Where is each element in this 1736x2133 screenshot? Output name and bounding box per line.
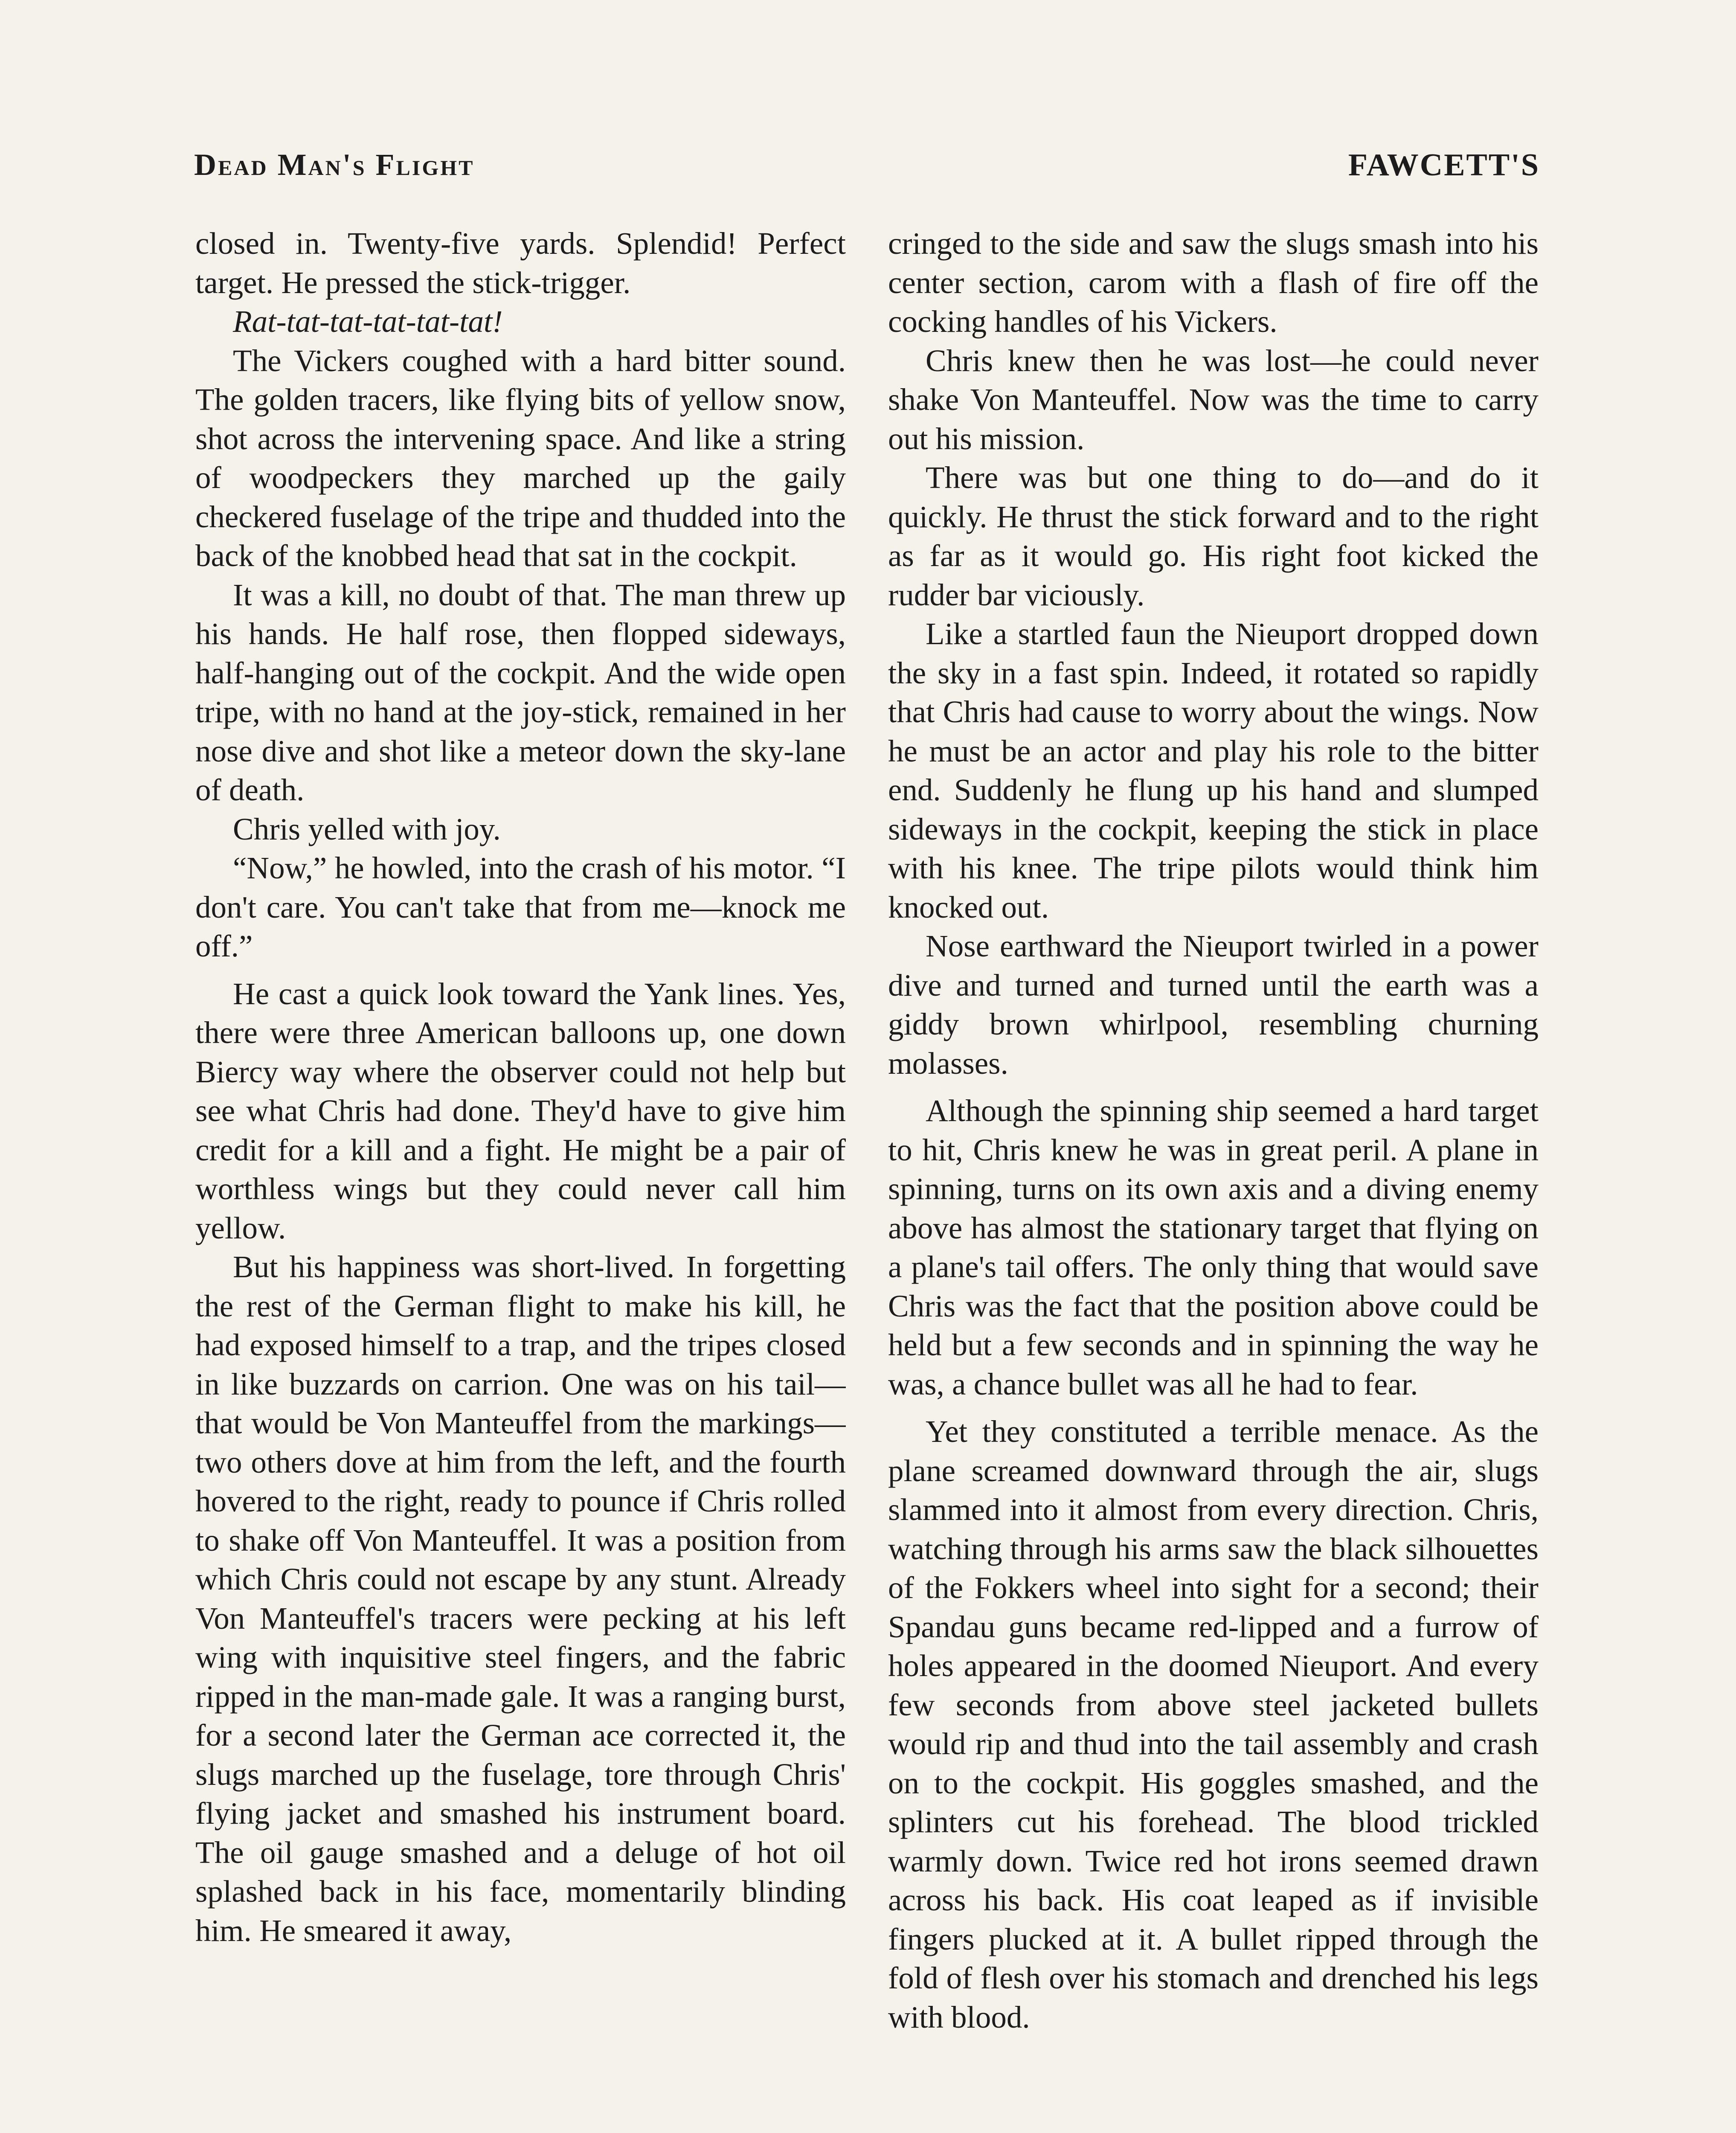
paragraph: cringed to the side and saw the slugs smash into his center section, carom with a flash of fire off the cocking handles of his Vickers. — [888, 226, 1539, 339]
paragraph: Yet they constituted a terrible menace. As the plane screamed downward through the air, slugs slammed into it almost from every direction. Chris, watching through his arms saw the black silhouettes of the Fokkers wheel into sight for a second; their Spandau guns became red-lipped and a furrow of holes appeared in the doomed Nieuport. And every few seconds from above steel jacketed bullets would rip and thud into the tail assembly and crash on to the cockpit. His goggles smashed, and the splinters cut his forehead. The blood trickled warmly down. Twice red hot irons seemed drawn across his back. His coat leaped as if invisible fingers plucked at it. A bullet ripped through the fold of flesh over his stomach and drenched his legs with blood. — [888, 1414, 1539, 2034]
running-head — [194, 147, 1540, 194]
magazine-name: FAWCETT'S — [1348, 148, 1540, 183]
paragraph: There was but one thing to do—and do it quickly. He thrust the stick forward and to the right as far as it would go. His right foot kicked the rudder bar viciously. — [888, 460, 1539, 612]
story-title: Dead Man's Flight — [194, 148, 475, 182]
paragraph: Nose earthward the Nieuport twirled in a power dive and turned and turned until the earth was a giddy brown whirlpool, resembling churning molasses. — [888, 929, 1539, 1081]
paragraph: But his happiness was short-lived. In forgetting the rest of the German flight to make his kill, he had exposed himself to a trap, and the tripes closed in like buzzards on carrion. One was on his tail—that would be Von Manteuffel from the markings—two others dove at him from the left, and the fourth hovered to the right, ready to pounce if Chris rolled to shake off Von Manteuffel. It was a position from which Chris could not escape by any stunt. Already Von Manteuffel's tracers were pecking at his left wing with inquisitive steel fingers, and the fabric ripped in the man-made gale. It was a ranging burst, for a second later the German ace corrected it, the slugs marched up the fuselage, tore through Chris' flying jacket and smashed his instrument board. The oil gauge smashed and a deluge of hot oil splashed back in his face, momentarily blinding him. He smeared it away, — [195, 1250, 846, 1948]
paragraph: He cast a quick look toward the Yank lines. Yes, there were three American balloons up, one down Biercy way where the observer could not help but see what Chris had done. They'd have to give him credit for a kill and a fight. He might be a pair of worthless wings but they could never call him yellow. — [195, 976, 846, 1245]
paragraph: It was a kill, no doubt of that. The man threw up his hands. He half rose, then flopped sideways, half-hanging out of the cockpit. And the wide open tripe, with no hand at the joy-stick, remained in her nose dive and shot like a meteor down the sky-lane of death. — [195, 577, 846, 807]
left-column — [195, 224, 846, 2133]
paragraph: “Now,” he howled, into the crash of his motor. “I don't care. You can't take that from me—knock me off.” — [195, 851, 846, 963]
paragraph: Chris knew then he was lost—he could never shake Von Manteuffel. Now was the time to carry out his mission. — [888, 343, 1539, 456]
right-column — [888, 224, 1539, 2133]
paragraph: Although the spinning ship seemed a hard target to hit, Chris knew he was in great peril. A plane in spinning, turns on its own axis and a diving enemy above has almost the stationary target that flying on a plane's tail offers. The only thing that would save Chris was the fact that the position above could be held but a few seconds and in spinning the way he was, a chance bullet was all he had to fear. — [888, 1093, 1539, 1401]
paragraph: Rat-tat-tat-tat-tat-tat! — [233, 304, 503, 339]
paragraph: Like a startled faun the Nieuport dropped down the sky in a fast spin. Indeed, it rotated so rapidly that Chris had cause to worry about the wings. Now he must be an actor and play his role to the bitter end. Suddenly he flung up his hand and slumped sideways in the cockpit, keeping the stick in place with his knee. The tripe pilots would think him knocked out. — [888, 616, 1539, 924]
paragraph: The Vickers coughed with a hard bitter sound. The golden tracers, like flying bits of yellow snow, shot across the intervening space. And like a string of woodpeckers they marched up the gaily checkered fuselage of the tripe and thudded into the back of the knobbed head that sat in the cockpit. — [195, 343, 846, 573]
paragraph: closed in. Twenty-five yards. Splendid! Perfect target. He pressed the stick-trigger. — [195, 226, 846, 300]
paragraph: Chris yelled with joy. — [233, 811, 501, 846]
